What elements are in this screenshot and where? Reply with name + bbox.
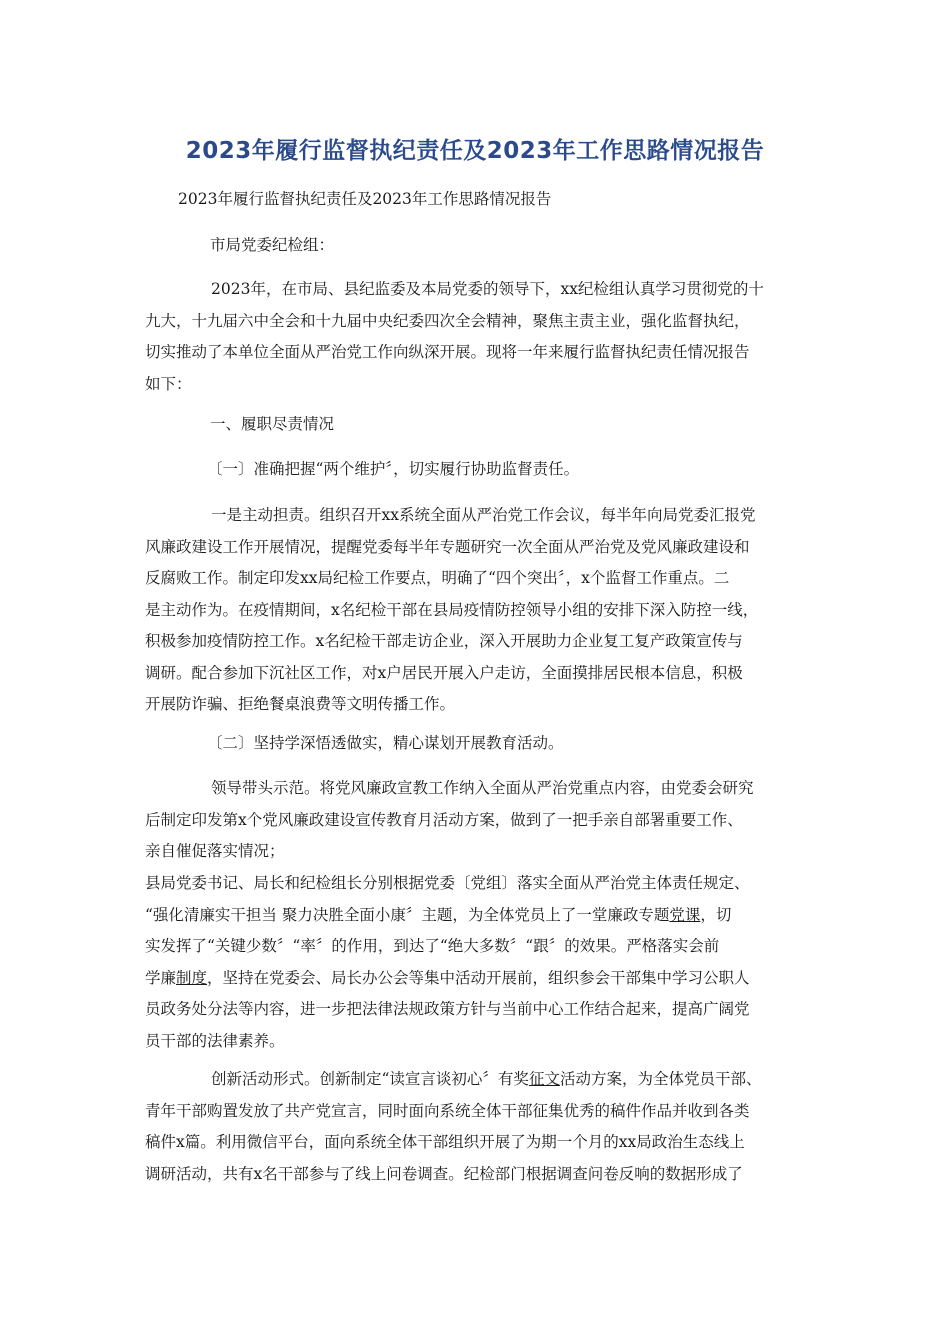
- subsection-2-paragraph-c: 创新活动形式。创新制定“读宣言谈初心〞有奖征文活动方案，为全体党员干部、 青年干部购置发放了共产党宣言，同时面向系统全体干部征集优秀的稿件作品并收到各类 稿件x篇。利用微信平台，面向系统全体干部组织开展了为期一个月的xx局政治生态线上 调研活动，共有x名干部参与了线上问卷调查。纪检部门根据调查问卷反响的数据形成了: [145, 1064, 805, 1190]
- subsection-2-heading: 〔二〕坚持学深悟透做实，精心谋划开展教育活动。: [207, 734, 564, 752]
- subsection-2-paragraph-b: 县局党委书记、局长和纪检组长分别根据党委〔党组〕落实全面从严治党主体责任规定、 “强化清廉实干担当 聚力决胜全面小康〞主题，为全体党员上了一堂廉政专题党课，切 实发挥了“关键少数〞“率〞的作用，到达了“绝大多数〞“跟〞的效果。严格落实会前 学廉制度，坚持在党委会、局长办公会等集中活动开展前，组织参会干部集中学习公职人 员政务处分法等内容，进一步把法律法规政策方针与当前中心工作结合起来，提高广阔党 员干部的法律素养。: [145, 868, 805, 1057]
- addressee: 市局党委纪检组：: [210, 236, 335, 254]
- paragraph-b-line-2: “强化清廉实干担当 聚力决胜全面小康〞主题，为全体党员上了一堂廉政专题党课，切: [145, 905, 732, 924]
- subsection-1-heading: 〔一〕准确把握“两个维护〞，切实履行协助监督责任。: [207, 460, 580, 478]
- zhengwen-link[interactable]: 征文: [528, 1070, 560, 1088]
- document-subtitle: 2023年履行监督执纪责任及2023年工作思路情况报告: [178, 190, 552, 208]
- section-1-heading: 一、履职尽责情况: [210, 415, 335, 433]
- paragraph-c-line-1: 创新活动形式。创新制定“读宣言谈初心〞有奖征文活动方案，为全体党员干部、: [211, 1070, 762, 1088]
- paragraph-b-line-4: 学廉制度，坚持在党委会、局长办公会等集中活动开展前，组织参会干部集中学习公职人: [145, 968, 750, 987]
- subsection-2-paragraph-a: 领导带头示范。将党风廉政宣教工作纳入全面从严治党重点内容，由党委会研究 后制定印发第x个党风廉政建设宣传教育月活动方案，做到了一把手亲自部署重要工作、 亲自催促落实情况；: [145, 779, 754, 860]
- subsection-1-body: 一是主动担责。组织召开xx系统全面从严治党工作会议，每半年向局党委汇报党 风廉政建设工作开展情况，提醒党委每半年专题研究一次全面从严治党及党风廉政建设和 反腐败工作。制定印发xx局纪检工作要点，明确了“四个突出〞，x个监督工作重点。二 是主动作为。在疫情期间，x名纪检干部在县局疫情防控领导小组的安排下深入防控一线， 积极参加疫情防控工作。x名纪检干部走访企业，深入开展助力企业复工复产政策宣传与 调研。配合参加下沉社区工作，对x户居民开展入户走访，全面摸排居民根本信息，积极 开展防诈骗、拒绝餐桌浪费等文明传播工作。: [145, 506, 759, 713]
- dangke-link[interactable]: 党课: [669, 905, 701, 924]
- intro-paragraph: 2023年，在市局、县纪监委及本局党委的领导下，xx纪检组认真学习贯彻党的十 九大，十九届六中全会和十九届中央纪委四次全会精神，聚焦主责主业，强化监督执纪， 切实推动了本单位全面从严治党工作向纵深开展。现将一年来履行监督执纪责任情况报告 如下：: [145, 280, 764, 393]
- zhidu-link[interactable]: 制度: [176, 968, 208, 987]
- document-title: 2023年履行监督执纪责任及2023年工作思路情况报告: [185, 138, 765, 164]
